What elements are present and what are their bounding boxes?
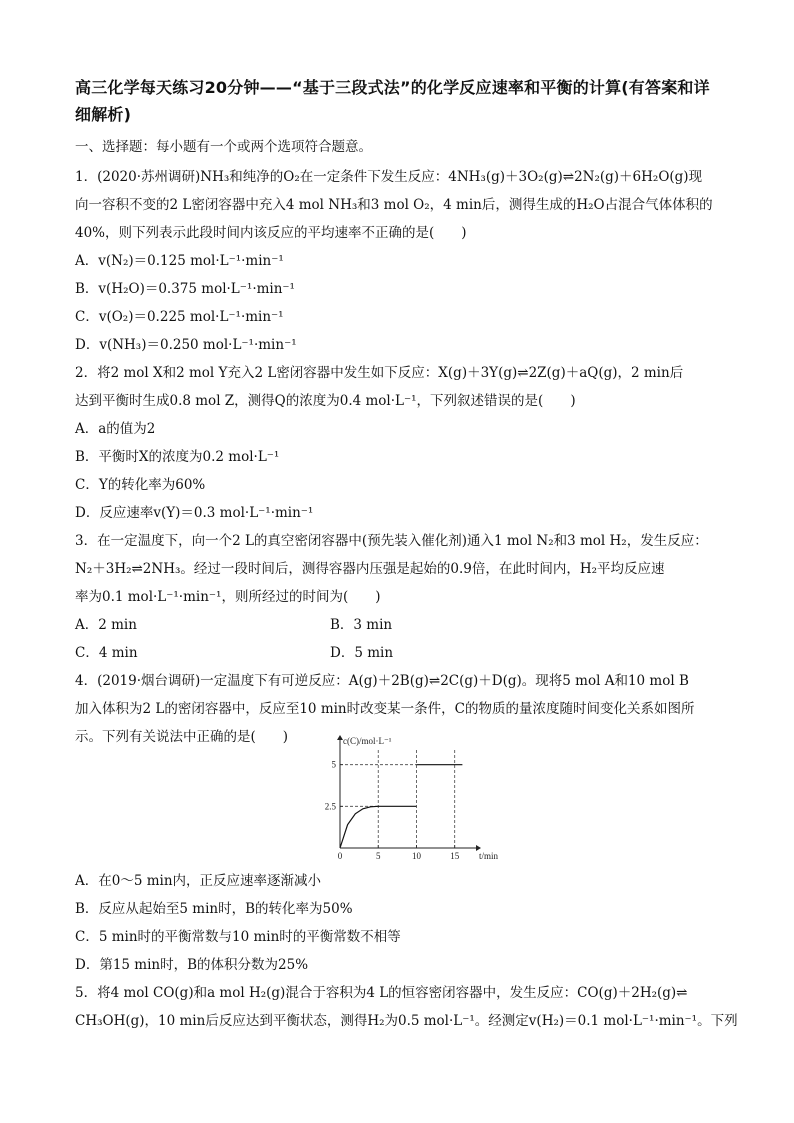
q4-option-d: D．第15 min时，B的体积分数为25% (75, 957, 309, 973)
q3-stem-line-2: N₂＋3H₂⇌2NH₃。经过一段时间后，测得容器内压强是起始的0.9倍，在此时间内，H₂平均反应速 (75, 561, 665, 577)
x-tick-label-2: 10 (411, 851, 421, 861)
q3-option-b: B．3 min (330, 617, 393, 633)
y-tick-label-0: 2.5 (324, 801, 336, 812)
q3-option-d: D．5 min (330, 645, 394, 661)
q1-option-c: C．v(O₂)＝0.225 mol·L⁻¹·min⁻¹ (75, 309, 284, 325)
q1-option-a: A．v(N₂)＝0.125 mol·L⁻¹·min⁻¹ (75, 253, 284, 269)
q1-stem-line-3: 40%，则下列表示此段时间内该反应的平均速率不正确的是( ) (75, 225, 467, 241)
q2-stem-line-2: 达到平衡时生成0.8 mol Z，测得Q的浓度为0.4 mol·L⁻¹，下列叙述错误的是( ) (75, 393, 576, 409)
q3-option-c: C．4 min (75, 645, 138, 661)
q5-stem-line-1: 5．将4 mol CO(g)和a mol H₂(g)混合于容积为4 L的恒容密闭容器中，发生反应：CO(g)＋2H₂(g)⇌ (75, 985, 688, 1001)
page-title: 高三化学每天练习20分钟——“基于三段式法”的化学反应速率和平衡的计算(有答案和详细解析) (75, 78, 710, 124)
q2-option-a: A．a的值为2 (75, 421, 156, 437)
x-axis-label: t/min (479, 851, 499, 861)
q1-option-b: B．v(H₂O)＝0.375 mol·L⁻¹·min⁻¹ (75, 281, 295, 297)
q5-stem-line-2: CH₃OH(g)，10 min后反应达到平衡状态，测得H₂为0.5 mol·L⁻¹。经测定v(H₂)＝0.1 mol·L⁻¹·min⁻¹。下列 (75, 1013, 738, 1029)
q3-stem-line-1: 3．在一定温度下，向一个2 L的真空密闭容器中(预先装入催化剂)通入1 mol N₂和3 mol H₂，发生反应： (75, 533, 708, 549)
y-tick-label-1: 5 (331, 759, 336, 770)
x-tick-label-0: 0 (337, 851, 343, 861)
q3-stem-line-3: 率为0.1 mol·L⁻¹·min⁻¹，则所经过的时间为( ) (75, 589, 381, 605)
q4-option-c: C．5 min时的平衡常数与10 min时的平衡常数不相等 (75, 929, 401, 945)
q4-stem-line-3: 示。下列有关说法中正确的是( ) (75, 729, 289, 745)
q1-stem-line-2: 向一容积不变的2 L密闭容器中充入4 mol NH₃和3 mol O₂，4 min后，测得生成的H₂O占混合气体体积的 (75, 197, 713, 213)
y-axis-label: c(C)/mol·L⁻¹ (343, 736, 392, 746)
q4-option-b: B．反应从起始至5 min时，B的转化率为50% (75, 901, 353, 917)
x-tick-label-1: 5 (375, 851, 381, 861)
concentration-time-chart (310, 730, 499, 865)
q3-option-a: A．2 min (75, 617, 137, 633)
q2-option-d: D．反应速率v(Y)＝0.3 mol·L⁻¹·min⁻¹ (75, 505, 314, 521)
q4-stem-line-2: 加入体积为2 L的密闭容器中，反应至10 min时改变某一条件，C的物质的量浓度随时间变化关系如图所 (75, 701, 695, 717)
q4-option-a: A．在0～5 min内，正反应速率逐渐减小 (75, 873, 322, 889)
q2-option-b: B．平衡时X的浓度为0.2 mol·L⁻¹ (75, 449, 280, 465)
q1-stem-line-1: 1．(2020·苏州调研)NH₃和纯净的O₂在一定条件下发生反应：4NH₃(g)＋3O₂(g)⇌2N₂(g)＋6H₂O(g)现 (75, 169, 703, 185)
q4-stem-line-1: 4．(2019·烟台调研)一定温度下有可逆反应：A(g)＋2B(g)⇌2C(g)＋D(g)。现将5 mol A和10 mol B (75, 673, 689, 689)
q2-stem-line-1: 2．将2 mol X和2 mol Y充入2 L密闭容器中发生如下反应：X(g)＋3Y(g)⇌2Z(g)＋aQ(g)，2 min后 (75, 365, 684, 381)
x-tick-label-3: 15 (450, 851, 460, 861)
q2-option-c: C．Y的转化率为60% (75, 477, 206, 493)
q1-option-d: D．v(NH₃)＝0.250 mol·L⁻¹·min⁻¹ (75, 337, 297, 353)
section-heading: 一、选择题：每小题有一个或两个选项符合题意。 (75, 139, 372, 155)
